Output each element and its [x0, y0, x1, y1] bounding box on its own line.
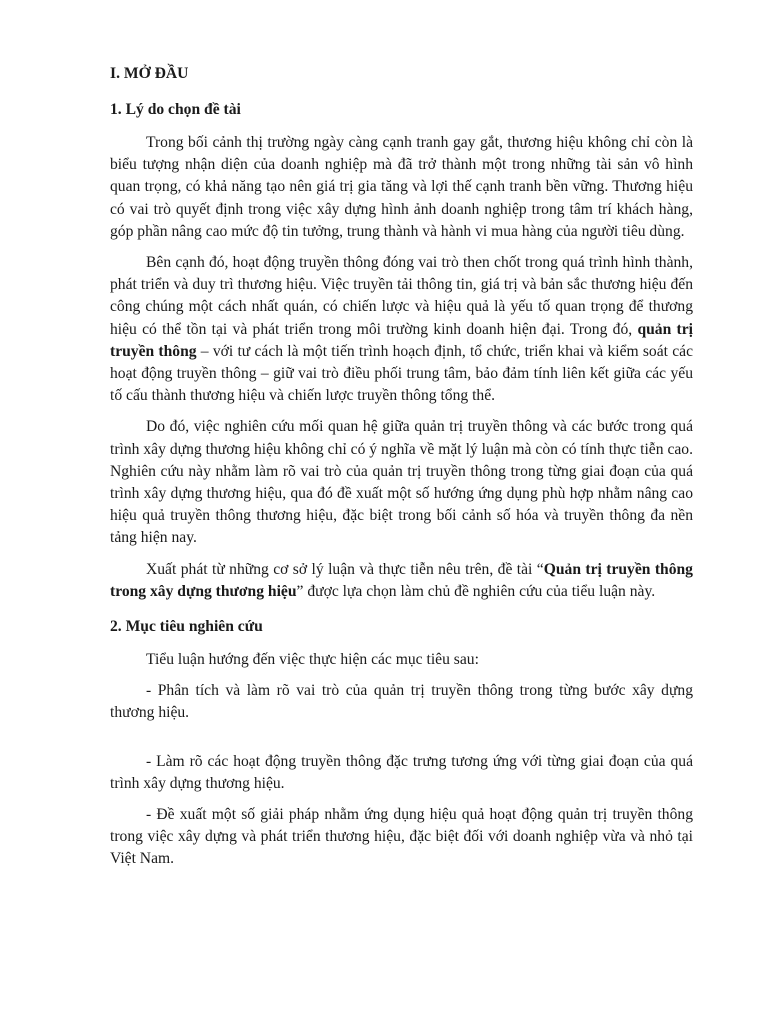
paragraph-1: Trong bối cảnh thị trường ngày càng cạnh tranh gay gắt, thương hiệu không chỉ còn là biểu tượng nhận diện của doanh nghiệp mà đã trở thành một trong những tài sản vô hình quan trọng, có khả năng tạo nên giá trị gia tăng và lợi thế cạnh tranh bền vững. Thương hiệu có vai trò quyết định trong việc xây dựng hình ảnh doanh nghiệp trong tâm trí khách hàng, góp phần nâng cao mức độ tin tưởng, trung thành và hành vi mua hàng của người tiêu dùng.	[110, 134, 693, 240]
section-heading: I. MỞ ĐẦU	[110, 65, 189, 82]
objective-item-3: - Đề xuất một số giải pháp nhằm ứng dụng hiệu quả hoạt động quản trị truyền thông trong việc xây dựng và phát triển thương hiệu, đặc biệt đối với doanh nghiệp vừa và nhỏ tại Việt Nam.	[110, 806, 693, 868]
paragraph-2-text-a: Bên cạnh đó, hoạt động truyền thông đóng vai trò then chốt trong quá trình hình thành, phát triển và duy trì thương hiệu. Việc truyền tải thông tin, giá trị và bản sắc thương hiệu đến công chúng một cách nhất quán, có chiến lược và hiệu quả là yếu tố quan trọng để thương hiệu có thể tồn tại và phát triển trong môi trường kinh doanh hiện đại. Trong đó,	[110, 254, 693, 338]
subsection-heading-reason: 1. Lý do chọn đề tài	[110, 101, 241, 118]
paragraph-2-text-b: – với tư cách là một tiến trình hoạch định, tổ chức, triển khai và kiểm soát các hoạt động truyền thông – giữ vai trò điều phối trung tâm, bảo đảm tính liên kết giữa các yếu tố cấu thành thương hiệu và chiến lược truyền thông tổng thể.	[110, 342, 693, 405]
document-body	[110, 63, 693, 871]
paragraph-4-text-b: ” được lựa chọn làm chủ đề nghiên cứu của tiểu luận này.	[296, 582, 656, 600]
paragraph-2-bold-term: quản trị truyền thông	[110, 320, 693, 360]
paragraph-3: Do đó, việc nghiên cứu mối quan hệ giữa quản trị truyền thông và các bước trong quá trình xây dựng thương hiệu không chỉ có ý nghĩa về mặt lý luận mà còn có tính thực tiễn cao. Nghiên cứu này nhằm làm rõ vai trò của quản trị truyền thông trong từng giai đoạn của quá trình xây dựng thương hiệu, qua đó đề xuất một số hướng ứng dụng phù hợp nhằm nâng cao hiệu quả truyền thông thương hiệu, đặc biệt trong bối cảnh số hóa và truyền thông đa nền tảng hiện nay.	[110, 418, 693, 547]
paragraph-4-text-a: Xuất phát từ những cơ sở lý luận và thực tiễn nêu trên, đề tài “	[146, 560, 544, 578]
subsection-heading-objectives: 2. Mục tiêu nghiên cứu	[110, 618, 263, 636]
paragraph-4	[110, 559, 693, 603]
paragraph-4-bold-title: Quản trị truyền thông trong xây dựng thương hiệu	[110, 560, 693, 600]
objective-item-1: - Phân tích và làm rõ vai trò của quản trị truyền thông trong từng bước xây dựng thương hiệu.	[110, 682, 693, 722]
paragraph-5: Tiểu luận hướng đến việc thực hiện các mục tiêu sau:	[146, 651, 479, 669]
objective-item-2: - Làm rõ các hoạt động truyền thông đặc trưng tương ứng với từng giai đoạn của quá trình xây dựng thương hiệu.	[110, 752, 693, 792]
paragraph-2	[110, 252, 693, 407]
